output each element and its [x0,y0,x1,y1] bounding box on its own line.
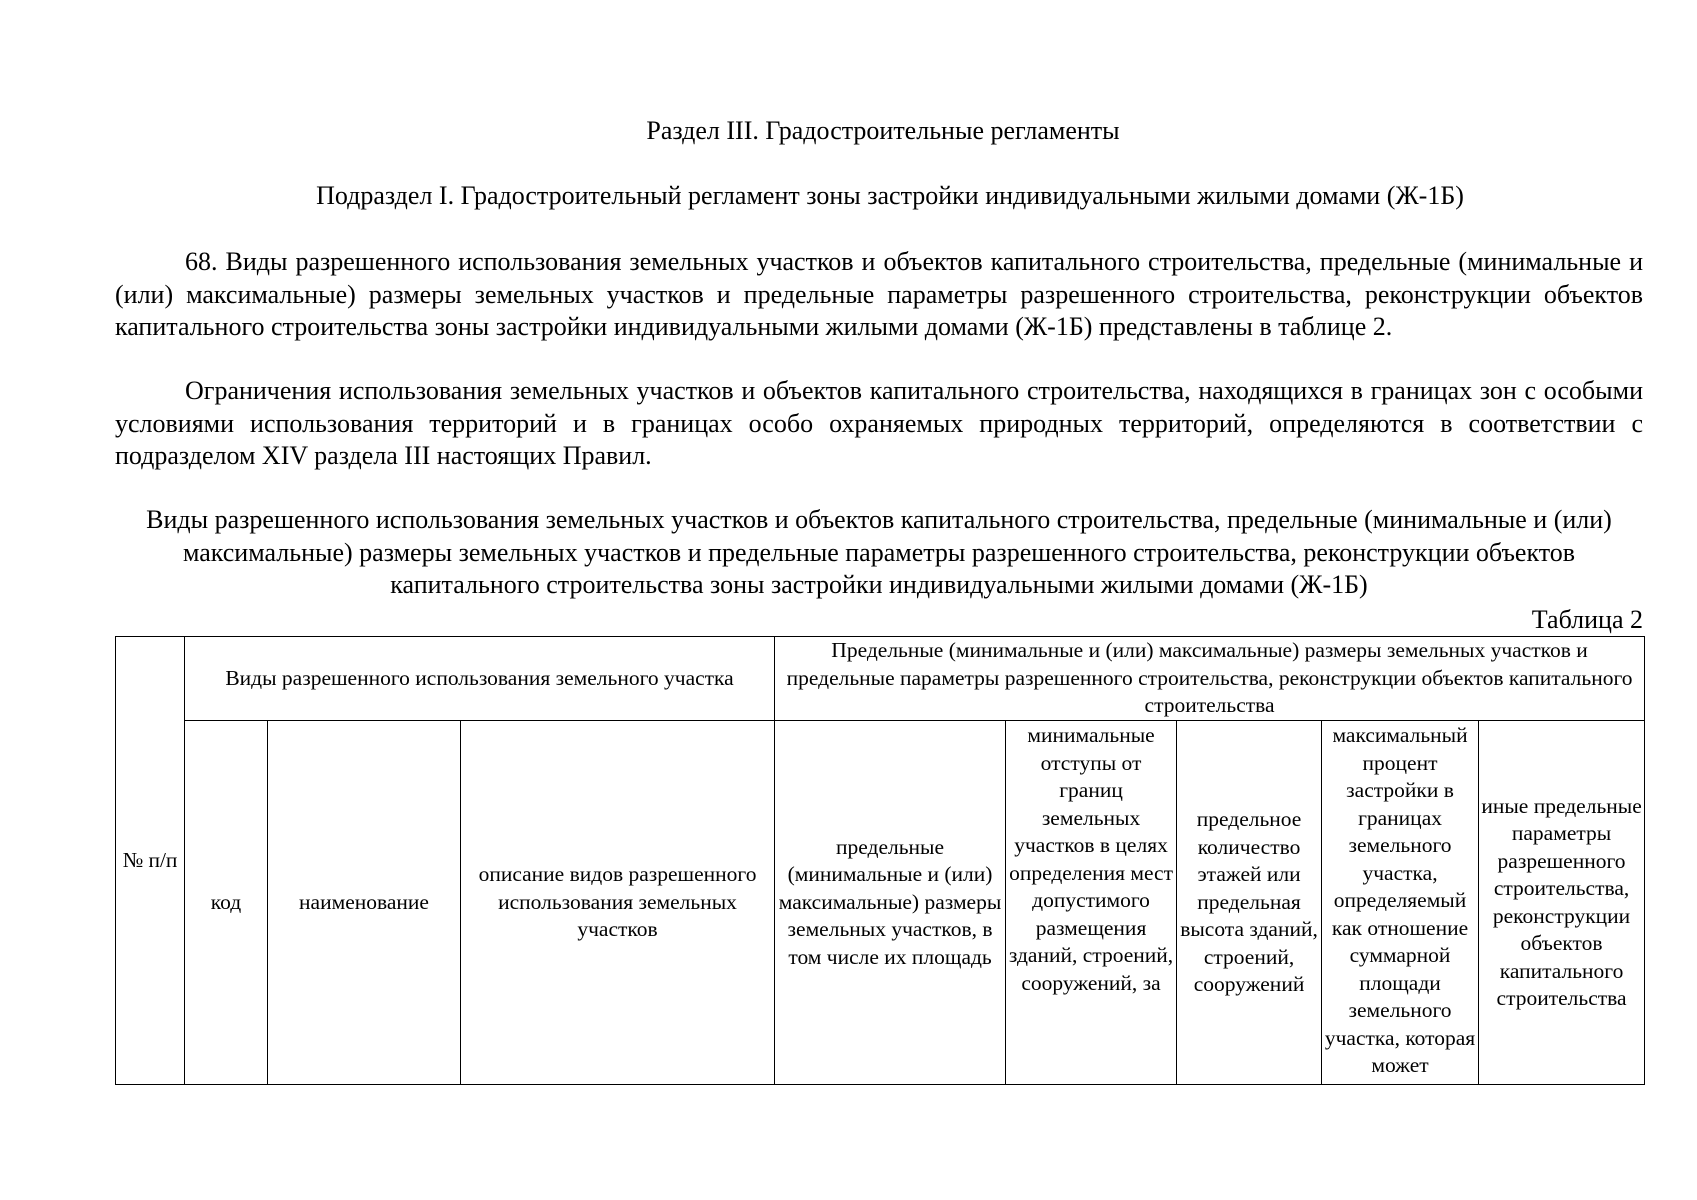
header-group-limits: Предельные (минимальные и (или) максимальные) размеры земельных участков и предельные параметры разрешенного строительства, реконструкции объектов капитального строительства [775,637,1645,721]
paragraph-restrictions: Ограничения использования земельных участков и объектов капитального строительства, находящихся в границах зон с особыми условиями использования территорий и в границах особо охраняемых природных территорий, определяются в соответствии с подразделом XIV раздела III настоящих Правил. [115,376,1643,470]
header-description: описание видов разрешенного использования земельных участков [461,721,775,1085]
header-name: наименование [268,721,461,1085]
header-coverage: максимальный процент застройки в границах земельного участка, определяемый как отношение суммарной площади земельного участка, которая может [1322,721,1479,1085]
header-other-params: иные предельные параметры разрешенного строительства, реконструкции объектов капитального строительства [1479,721,1645,1085]
header-floors: предельное количество этажей или предельная высота зданий, строений, сооружений [1177,721,1322,1085]
table-number: Таблица 2 [1531,605,1643,634]
header-plot-size: предельные (минимальные и (или) максимальные) размеры земельных участков, в том числе их площадь [775,721,1006,1085]
paragraph-68: 68. Виды разрешенного использования земельных участков и объектов капитального строительства, предельные (минимальные и (или) максимальные) размеры земельных участков и предельные параметры разрешенного строительства, реконструкции объектов капитального строительства зоны застройки индивидуальными жилыми домами (Ж-1Б) представлены в таблице 2. [115,247,1643,341]
header-setbacks: минимальные отступы от границ земельных участков в целях определения мест допустимого размещения зданий, строений, сооружений, за [1006,721,1177,1085]
header-code: код [185,721,268,1085]
section-title: Раздел III. Градостроительные регламенты [646,116,1120,145]
header-number: № п/п [116,637,185,1085]
table-caption: Виды разрешенного использования земельных участков и объектов капитального строительства, предельные (минимальные и (или) максимальные) размеры земельных участков и предельные параметры разрешенного строительства, реконструкции объектов капитального строительства зоны застройки индивидуальными жилыми домами (Ж-1Б) [146,505,1612,599]
header-group-uses: Виды разрешенного использования земельного участка [185,637,775,721]
table-header-row-2 [116,721,1645,1085]
subsection-title: Подраздел I. Градостроительный регламент зоны застройки индивидуальными жилыми домами (Ж-1Б) [316,181,1464,210]
table-header-row-1 [116,637,1645,721]
regulations-table [115,636,1645,1085]
